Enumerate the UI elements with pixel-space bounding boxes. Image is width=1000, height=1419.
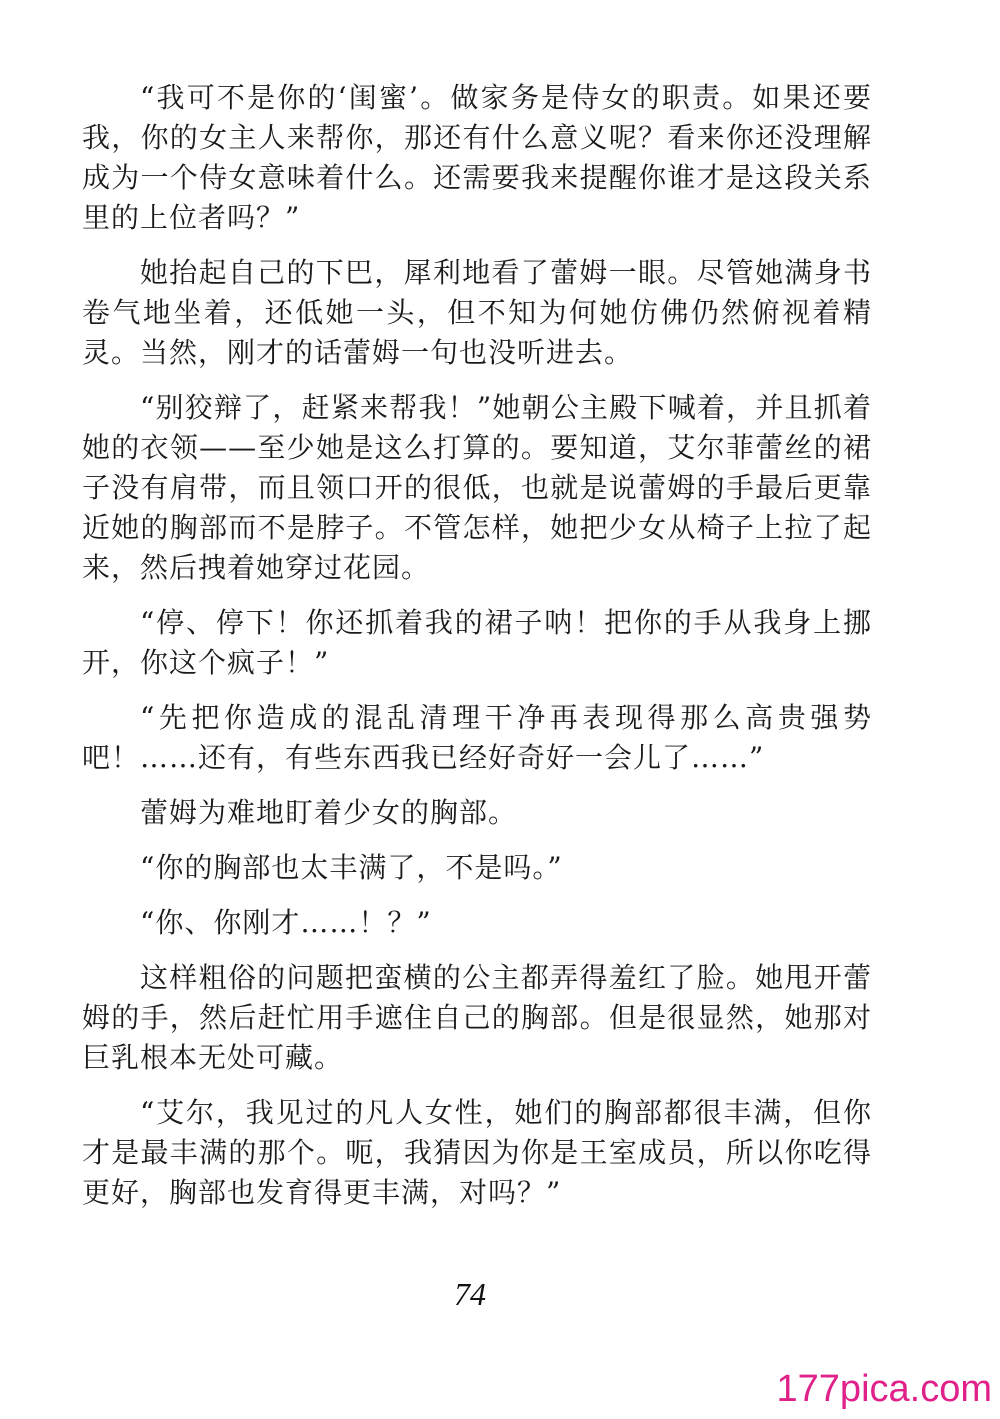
paragraph-1: “我可不是你的‘闺蜜’。做家务是侍女的职责。如果还要我，你的女主人来帮你，那还有什么意义呢？看来你还没理解成为一个侍女意味着什么。还需要我来提醒你谁才是这段关系里的上位者吗？” [82, 81, 872, 234]
paragraph-5: “先把你造成的混乱清理干净再表现得那么高贵强势吧！……还有，有些东西我已经好奇好一会儿了……” [82, 701, 872, 774]
paragraph-10: “艾尔，我见过的凡人女性，她们的胸部都很丰满，但你才是最丰满的那个。呃，我猜因为你是王室成员，所以你吃得更好，胸部也发育得更丰满，对吗？” [82, 1096, 872, 1209]
paragraph-6: 蕾姆为难地盯着少女的胸部。 [140, 796, 518, 829]
paragraph-8: “你、你刚才……！？” [140, 906, 432, 939]
paragraph-3: “别狡辩了，赶紧来帮我！”她朝公主殿下喊着，并且抓着她的衣领——至少她是这么打算的。要知道，艾尔菲蕾丝的裙子没有肩带，而且领口开的很低，也就是说蕾姆的手最后更靠近她的胸部而不是脖子。不管怎样，她把少女从椅子上拉了起来，然后拽着她穿过花园。 [82, 391, 872, 584]
watermark: 177pica.com [776, 1368, 992, 1410]
paragraph-7: “你的胸部也太丰满了，不是吗。” [140, 851, 563, 884]
page-number: 74 [454, 1276, 486, 1312]
paragraph-9: 这样粗俗的问题把蛮横的公主都弄得羞红了脸。她甩开蕾姆的手，然后赶忙用手遮住自己的胸部。但是很显然，她那对巨乳根本无处可藏。 [82, 961, 872, 1074]
paragraph-4: “停、停下！你还抓着我的裙子呐！把你的手从我身上挪开，你这个疯子！” [82, 606, 872, 679]
body-text [82, 78, 872, 1228]
paragraph-2: 她抬起自己的下巴，犀利地看了蕾姆一眼。尽管她满身书卷气地坐着，还低她一头，但不知为何她仿佛仍然俯视着精灵。当然，刚才的话蕾姆一句也没听进去。 [82, 256, 872, 369]
